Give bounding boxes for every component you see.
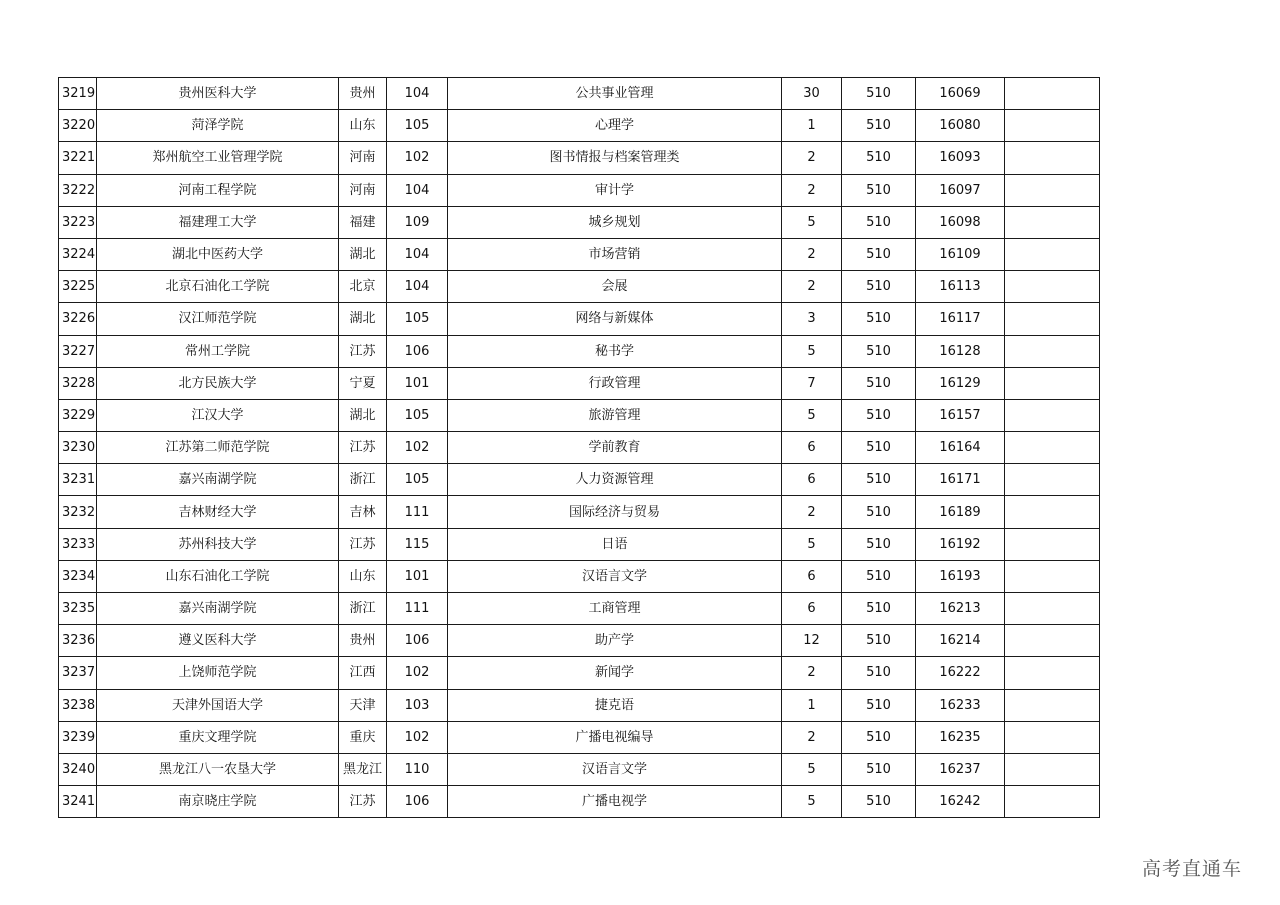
- cell-province: 山东: [339, 110, 387, 142]
- table-row: [59, 496, 1100, 528]
- cell-min-score: 510: [842, 367, 916, 399]
- cell-school: 苏州科技大学: [97, 528, 339, 560]
- cell-school: 河南工程学院: [97, 174, 339, 206]
- cell-sequence: 3220: [59, 110, 97, 142]
- cell-major: 公共事业管理: [448, 78, 782, 110]
- cell-plan-count: 30: [782, 78, 842, 110]
- cell-note: [1005, 657, 1100, 689]
- table-row: [59, 689, 1100, 721]
- cell-school: 嘉兴南湖学院: [97, 464, 339, 496]
- cell-major-code: 105: [387, 464, 448, 496]
- cell-plan-count: 2: [782, 238, 842, 270]
- cell-sequence: 3236: [59, 625, 97, 657]
- cell-school: 黑龙江八一农垦大学: [97, 753, 339, 785]
- cell-major: 会展: [448, 271, 782, 303]
- cell-province: 福建: [339, 206, 387, 238]
- cell-sequence: 3225: [59, 271, 97, 303]
- cell-plan-count: 7: [782, 367, 842, 399]
- cell-plan-count: 2: [782, 721, 842, 753]
- cell-school: 北京石油化工学院: [97, 271, 339, 303]
- table-row: [59, 721, 1100, 753]
- cell-major: 网络与新媒体: [448, 303, 782, 335]
- cell-plan-count: 3: [782, 303, 842, 335]
- cell-sequence: 3219: [59, 78, 97, 110]
- cell-sequence: 3241: [59, 786, 97, 818]
- cell-min-score: 510: [842, 206, 916, 238]
- cell-major: 图书情报与档案管理类: [448, 142, 782, 174]
- cell-province: 重庆: [339, 721, 387, 753]
- cell-min-rank: 16080: [916, 110, 1005, 142]
- cell-min-score: 510: [842, 335, 916, 367]
- cell-plan-count: 6: [782, 432, 842, 464]
- cell-min-rank: 16237: [916, 753, 1005, 785]
- cell-plan-count: 2: [782, 174, 842, 206]
- cell-sequence: 3240: [59, 753, 97, 785]
- cell-province: 河南: [339, 142, 387, 174]
- cell-min-score: 510: [842, 496, 916, 528]
- cell-province: 河南: [339, 174, 387, 206]
- cell-min-rank: 16093: [916, 142, 1005, 174]
- cell-sequence: 3233: [59, 528, 97, 560]
- cell-major: 心理学: [448, 110, 782, 142]
- cell-plan-count: 6: [782, 593, 842, 625]
- cell-major: 秘书学: [448, 335, 782, 367]
- cell-plan-count: 2: [782, 142, 842, 174]
- table-row: [59, 78, 1100, 110]
- cell-school: 山东石油化工学院: [97, 560, 339, 592]
- cell-major-code: 105: [387, 399, 448, 431]
- cell-note: [1005, 367, 1100, 399]
- cell-min-score: 510: [842, 110, 916, 142]
- table-row: [59, 303, 1100, 335]
- cell-min-rank: 16069: [916, 78, 1005, 110]
- cell-province: 贵州: [339, 78, 387, 110]
- table-row: [59, 271, 1100, 303]
- table-row: [59, 110, 1100, 142]
- cell-note: [1005, 78, 1100, 110]
- table-row: [59, 335, 1100, 367]
- cell-major-code: 102: [387, 721, 448, 753]
- cell-school: 贵州医科大学: [97, 78, 339, 110]
- cell-min-score: 510: [842, 78, 916, 110]
- cell-min-score: 510: [842, 303, 916, 335]
- cell-note: [1005, 335, 1100, 367]
- cell-min-score: 510: [842, 689, 916, 721]
- cell-sequence: 3235: [59, 593, 97, 625]
- cell-min-rank: 16128: [916, 335, 1005, 367]
- cell-min-rank: 16117: [916, 303, 1005, 335]
- cell-plan-count: 6: [782, 464, 842, 496]
- cell-sequence: 3226: [59, 303, 97, 335]
- cell-school: 北方民族大学: [97, 367, 339, 399]
- table-row: [59, 657, 1100, 689]
- cell-plan-count: 6: [782, 560, 842, 592]
- cell-major-code: 101: [387, 560, 448, 592]
- cell-major: 助产学: [448, 625, 782, 657]
- cell-min-score: 510: [842, 464, 916, 496]
- cell-major-code: 105: [387, 303, 448, 335]
- cell-note: [1005, 528, 1100, 560]
- watermark-text: 高考直通车: [1142, 858, 1243, 880]
- cell-province: 浙江: [339, 464, 387, 496]
- cell-plan-count: 5: [782, 786, 842, 818]
- cell-major: 行政管理: [448, 367, 782, 399]
- cell-major-code: 110: [387, 753, 448, 785]
- table-row: [59, 464, 1100, 496]
- cell-note: [1005, 786, 1100, 818]
- cell-min-score: 510: [842, 528, 916, 560]
- cell-note: [1005, 142, 1100, 174]
- cell-province: 宁夏: [339, 367, 387, 399]
- cell-school: 吉林财经大学: [97, 496, 339, 528]
- cell-major-code: 105: [387, 110, 448, 142]
- cell-major-code: 115: [387, 528, 448, 560]
- cell-major-code: 106: [387, 335, 448, 367]
- cell-min-rank: 16193: [916, 560, 1005, 592]
- cell-province: 天津: [339, 689, 387, 721]
- cell-major: 日语: [448, 528, 782, 560]
- cell-major-code: 101: [387, 367, 448, 399]
- cell-min-rank: 16157: [916, 399, 1005, 431]
- table-row: [59, 786, 1100, 818]
- cell-plan-count: 12: [782, 625, 842, 657]
- cell-note: [1005, 399, 1100, 431]
- cell-note: [1005, 110, 1100, 142]
- cell-school: 菏泽学院: [97, 110, 339, 142]
- table-row: [59, 206, 1100, 238]
- cell-sequence: 3239: [59, 721, 97, 753]
- cell-major: 汉语言文学: [448, 753, 782, 785]
- cell-sequence: 3223: [59, 206, 97, 238]
- cell-school: 郑州航空工业管理学院: [97, 142, 339, 174]
- cell-min-score: 510: [842, 238, 916, 270]
- cell-plan-count: 5: [782, 399, 842, 431]
- cell-major: 市场营销: [448, 238, 782, 270]
- cell-min-score: 510: [842, 657, 916, 689]
- cell-note: [1005, 721, 1100, 753]
- cell-major-code: 102: [387, 142, 448, 174]
- cell-sequence: 3227: [59, 335, 97, 367]
- cell-school: 湖北中医药大学: [97, 238, 339, 270]
- cell-major-code: 106: [387, 625, 448, 657]
- cell-min-rank: 16129: [916, 367, 1005, 399]
- cell-plan-count: 5: [782, 335, 842, 367]
- table-row: [59, 528, 1100, 560]
- table-row: [59, 399, 1100, 431]
- table-row: [59, 142, 1100, 174]
- cell-major: 国际经济与贸易: [448, 496, 782, 528]
- cell-min-score: 510: [842, 560, 916, 592]
- cell-min-rank: 16192: [916, 528, 1005, 560]
- cell-sequence: 3222: [59, 174, 97, 206]
- cell-province: 吉林: [339, 496, 387, 528]
- cell-plan-count: 1: [782, 110, 842, 142]
- cell-min-rank: 16235: [916, 721, 1005, 753]
- table-row: [59, 174, 1100, 206]
- cell-major: 广播电视学: [448, 786, 782, 818]
- cell-school: 遵义医科大学: [97, 625, 339, 657]
- cell-major-code: 106: [387, 786, 448, 818]
- cell-major: 捷克语: [448, 689, 782, 721]
- cell-min-rank: 16213: [916, 593, 1005, 625]
- cell-note: [1005, 238, 1100, 270]
- cell-school: 江苏第二师范学院: [97, 432, 339, 464]
- cell-school: 福建理工大学: [97, 206, 339, 238]
- cell-note: [1005, 303, 1100, 335]
- cell-major-code: 104: [387, 238, 448, 270]
- cell-min-rank: 16233: [916, 689, 1005, 721]
- cell-note: [1005, 174, 1100, 206]
- cell-min-rank: 16222: [916, 657, 1005, 689]
- cell-major: 新闻学: [448, 657, 782, 689]
- cell-min-score: 510: [842, 174, 916, 206]
- cell-major: 学前教育: [448, 432, 782, 464]
- cell-note: [1005, 689, 1100, 721]
- cell-province: 江苏: [339, 335, 387, 367]
- cell-school: 南京晓庄学院: [97, 786, 339, 818]
- cell-province: 江苏: [339, 528, 387, 560]
- cell-note: [1005, 271, 1100, 303]
- cell-plan-count: 2: [782, 657, 842, 689]
- cell-major: 城乡规划: [448, 206, 782, 238]
- cell-major: 广播电视编导: [448, 721, 782, 753]
- cell-sequence: 3234: [59, 560, 97, 592]
- cell-major-code: 102: [387, 657, 448, 689]
- cell-province: 江西: [339, 657, 387, 689]
- cell-major-code: 104: [387, 271, 448, 303]
- cell-province: 湖北: [339, 238, 387, 270]
- cell-min-rank: 16113: [916, 271, 1005, 303]
- cell-min-rank: 16097: [916, 174, 1005, 206]
- cell-plan-count: 5: [782, 206, 842, 238]
- cell-sequence: 3237: [59, 657, 97, 689]
- cell-sequence: 3238: [59, 689, 97, 721]
- cell-plan-count: 1: [782, 689, 842, 721]
- cell-note: [1005, 464, 1100, 496]
- cell-major: 人力资源管理: [448, 464, 782, 496]
- cell-sequence: 3228: [59, 367, 97, 399]
- cell-sequence: 3221: [59, 142, 97, 174]
- cell-school: 重庆文理学院: [97, 721, 339, 753]
- admission-table: [58, 77, 1100, 818]
- cell-min-score: 510: [842, 625, 916, 657]
- cell-major: 工商管理: [448, 593, 782, 625]
- cell-min-rank: 16171: [916, 464, 1005, 496]
- cell-major: 汉语言文学: [448, 560, 782, 592]
- cell-note: [1005, 593, 1100, 625]
- cell-plan-count: 2: [782, 271, 842, 303]
- cell-province: 湖北: [339, 399, 387, 431]
- cell-province: 北京: [339, 271, 387, 303]
- cell-major-code: 102: [387, 432, 448, 464]
- table-row: [59, 238, 1100, 270]
- cell-min-score: 510: [842, 399, 916, 431]
- cell-province: 湖北: [339, 303, 387, 335]
- cell-note: [1005, 560, 1100, 592]
- cell-min-rank: 16164: [916, 432, 1005, 464]
- cell-major: 审计学: [448, 174, 782, 206]
- cell-school: 嘉兴南湖学院: [97, 593, 339, 625]
- cell-min-score: 510: [842, 721, 916, 753]
- cell-min-score: 510: [842, 142, 916, 174]
- cell-major-code: 104: [387, 78, 448, 110]
- cell-major-code: 111: [387, 593, 448, 625]
- cell-min-score: 510: [842, 271, 916, 303]
- cell-min-score: 510: [842, 786, 916, 818]
- cell-note: [1005, 206, 1100, 238]
- cell-province: 山东: [339, 560, 387, 592]
- cell-province: 贵州: [339, 625, 387, 657]
- cell-school: 常州工学院: [97, 335, 339, 367]
- cell-school: 上饶师范学院: [97, 657, 339, 689]
- cell-major-code: 111: [387, 496, 448, 528]
- cell-note: [1005, 496, 1100, 528]
- cell-school: 天津外国语大学: [97, 689, 339, 721]
- cell-note: [1005, 432, 1100, 464]
- cell-plan-count: 5: [782, 753, 842, 785]
- cell-school: 江汉大学: [97, 399, 339, 431]
- cell-plan-count: 2: [782, 496, 842, 528]
- table-row: [59, 753, 1100, 785]
- cell-min-score: 510: [842, 593, 916, 625]
- cell-min-rank: 16214: [916, 625, 1005, 657]
- cell-major-code: 103: [387, 689, 448, 721]
- cell-min-rank: 16189: [916, 496, 1005, 528]
- cell-min-score: 510: [842, 432, 916, 464]
- cell-school: 汉江师范学院: [97, 303, 339, 335]
- cell-major-code: 109: [387, 206, 448, 238]
- cell-plan-count: 5: [782, 528, 842, 560]
- cell-province: 江苏: [339, 786, 387, 818]
- table-row: [59, 367, 1100, 399]
- cell-min-rank: 16242: [916, 786, 1005, 818]
- cell-sequence: 3231: [59, 464, 97, 496]
- cell-min-rank: 16109: [916, 238, 1005, 270]
- table-body: [59, 78, 1100, 818]
- cell-major-code: 104: [387, 174, 448, 206]
- cell-sequence: 3229: [59, 399, 97, 431]
- table-row: [59, 593, 1100, 625]
- cell-major: 旅游管理: [448, 399, 782, 431]
- cell-min-score: 510: [842, 753, 916, 785]
- cell-note: [1005, 625, 1100, 657]
- cell-note: [1005, 753, 1100, 785]
- cell-sequence: 3230: [59, 432, 97, 464]
- cell-min-rank: 16098: [916, 206, 1005, 238]
- cell-sequence: 3232: [59, 496, 97, 528]
- cell-sequence: 3224: [59, 238, 97, 270]
- cell-province: 浙江: [339, 593, 387, 625]
- table-row: [59, 432, 1100, 464]
- cell-province: 黑龙江: [339, 753, 387, 785]
- cell-province: 江苏: [339, 432, 387, 464]
- table-row: [59, 560, 1100, 592]
- table-row: [59, 625, 1100, 657]
